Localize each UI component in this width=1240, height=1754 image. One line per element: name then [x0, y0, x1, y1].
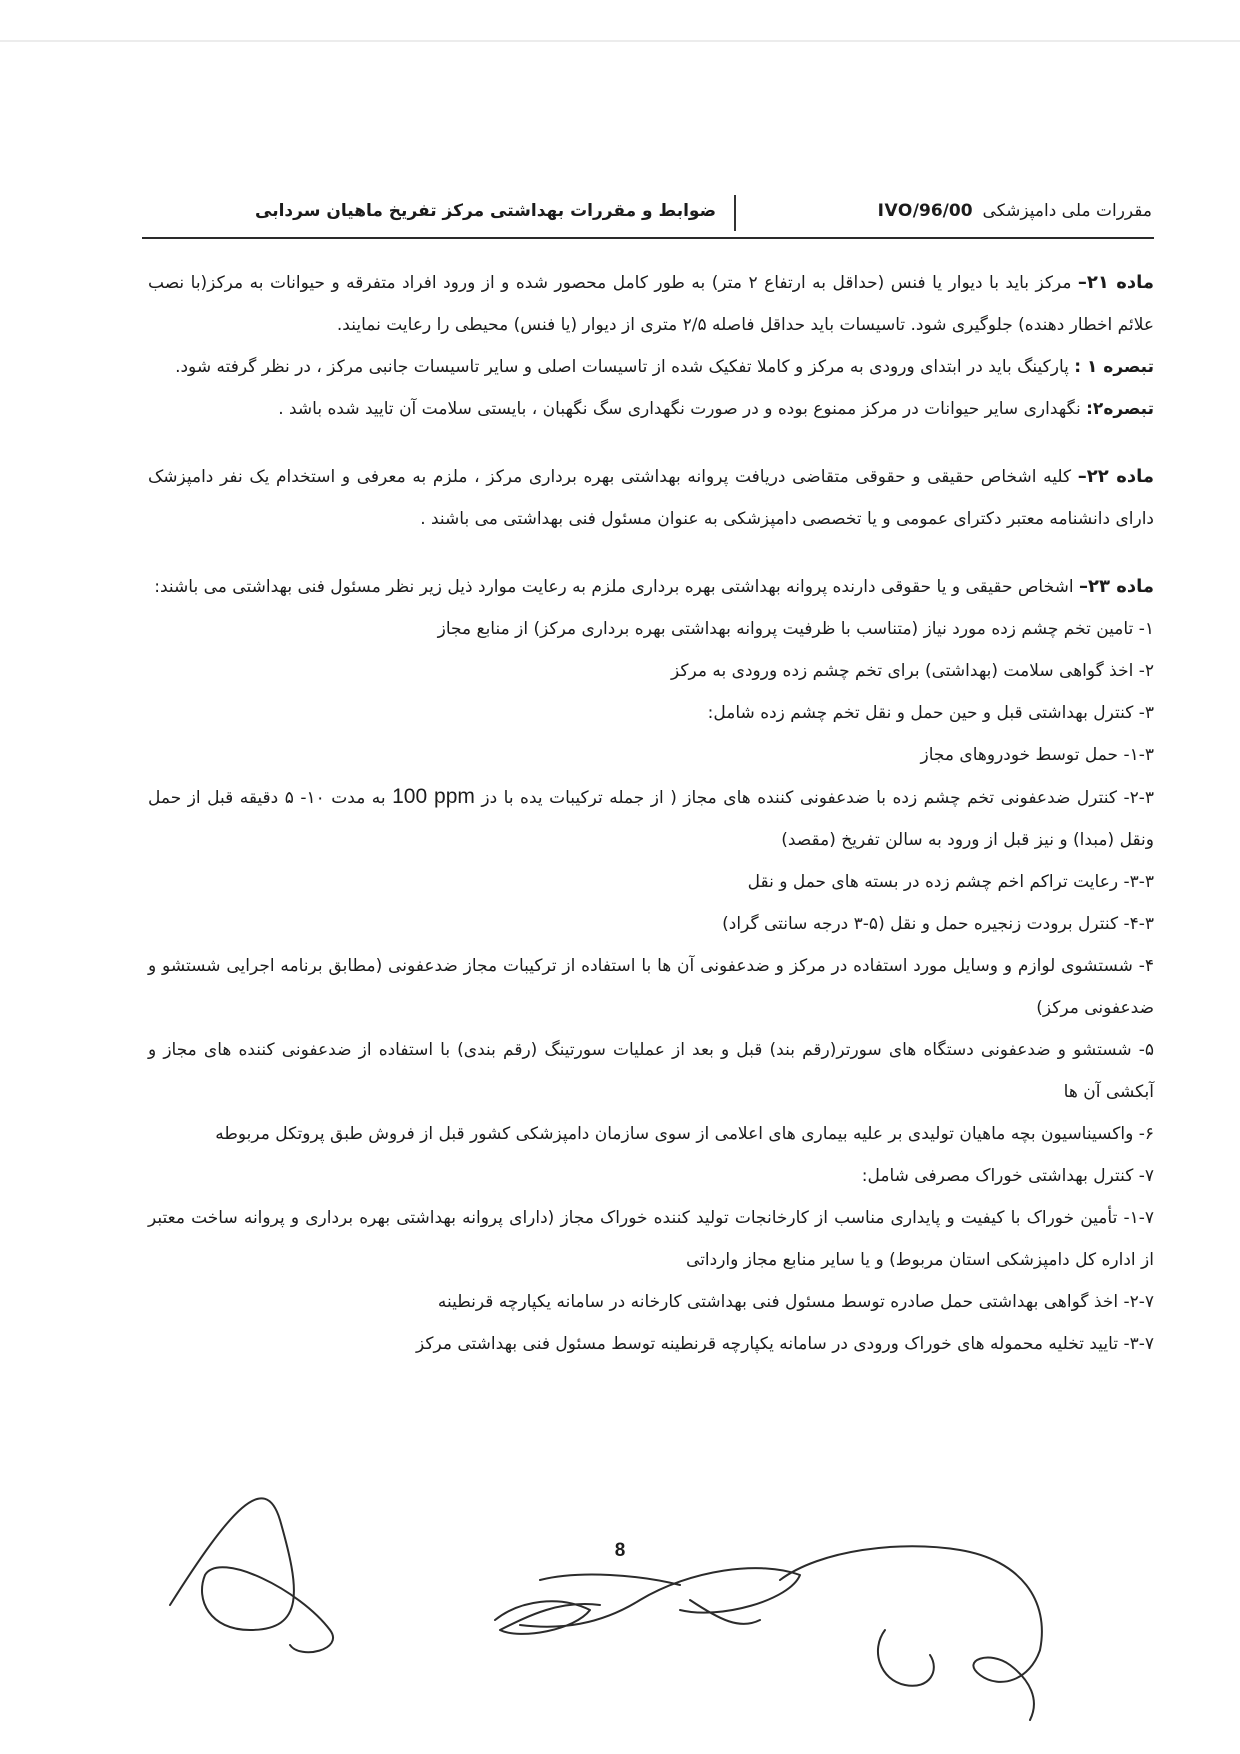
list-item: ۳-۳- رعایت تراکم اخم چشم زده در بسته های حمل و نقل	[747, 872, 1154, 892]
signature-3	[540, 1575, 760, 1624]
scan-edge	[0, 40, 1240, 42]
signature-5	[878, 1630, 934, 1686]
header-divider	[734, 195, 736, 231]
article-23	[148, 566, 1154, 608]
note-2-label: تبصره۲:	[1086, 399, 1154, 419]
article-22-label: ماده ۲۲–	[1077, 466, 1154, 487]
list-item: ۱-۳- حمل توسط خودروهای مجاز	[920, 745, 1154, 765]
header-title-left: ضوابط و مقررات بهداشتی مرکز تفریخ ماهیان سردابی	[255, 201, 716, 221]
document-body	[148, 262, 1154, 1365]
note-1	[148, 346, 1154, 388]
note-1-label: تبصره ۱ :	[1074, 357, 1154, 377]
article-23-label: ماده ۲۳–	[1078, 576, 1154, 597]
dose-value: 100 ppm	[392, 785, 475, 808]
article-23-text: اشخاص حقیقی و یا حقوقی دارنده پروانه بهداشتی بهره برداری ملزم به رعایت موارد ذیل زیر نظر مسئول فنی بهداشتی می باشند:	[154, 577, 1074, 597]
spacer	[148, 430, 1154, 456]
signature-1	[170, 1498, 333, 1652]
note-2	[148, 388, 1154, 430]
page-header	[142, 195, 1152, 237]
header-regulation-title	[878, 201, 1152, 221]
article-21-text: مرکز باید با دیوار یا فنس (حداقل به ارتفاع ۲ متر) به طور کامل محصور شده و از ورود افراد متفرقه و حیوانات به مرکز(با نصب علائم اخطار دهنده) جلوگیری شود. تاسیسات باید حداقل فاصله ۲/۵ متری از دیوار (یا فنس) محیطی را رعایت نمایند.	[148, 273, 1154, 335]
page-number: 8	[614, 1540, 626, 1561]
article-22	[148, 456, 1154, 540]
list-item-text: ۲-۳- کنترل ضدعفونی تخم چشم زده با ضدعفونی کننده های مجاز ( از جمله ترکیبات یده با دز	[481, 788, 1155, 808]
header-rule	[142, 237, 1154, 239]
list-item: ۵- شستشو و ضدعفونی دستگاه های سورتر(رقم بند) قبل و بعد از عملیات سورتینگ (رقم بندی) با استفاده از ضدعفونی کننده های مجاز و آبکشی آن ها	[148, 1040, 1154, 1102]
article-22-text: کلیه اشخاص حقیقی و حقوقی متقاضی دریافت پروانه بهداشتی بهره برداری مرکز ، ملزم به معرفی و استخدام یک نفر دامپزشک دارای دانشنامه معتبر دکترای عمومی و یا تخصصی دامپزشکی به عنوان مسئول فنی بهداشتی می باشند .	[148, 467, 1154, 529]
article-21	[148, 262, 1154, 346]
list-item: ۳- کنترل بهداشتی قبل و حین حمل و نقل تخم چشم زده شامل:	[707, 703, 1154, 723]
list-item: ۲-۷- اخذ گواهی بهداشتی حمل صادره توسط مسئول فنی بهداشتی کارخانه در سامانه یکپارچه قرنطینه	[437, 1292, 1154, 1312]
list-item: ۱-۷- تأمین خوراک با کیفیت و پایداری مناسب از کارخانجات تولید کننده خوراک مجاز (دارای پروانه بهداشتی بهره برداری و پروانه ساخت معتبر از اداره کل دامپزشکی استان مربوط) و یا سایر منابع مجاز وارداتی	[148, 1208, 1154, 1270]
signature-4	[780, 1546, 1042, 1720]
list-item: ۴- شستشوی لوازم و وسایل مورد استفاده در مرکز و ضدعفونی آن ها با استفاده از ترکیبات مجاز ضدعفونی (مطابق برنامه اجرایی شستشو و ضدعفونی مرکز)	[148, 956, 1154, 1018]
spacer	[148, 540, 1154, 566]
list-item: ۴-۳- کنترل برودت زنجیره حمل و نقل (۵-۳ درجه سانتی گراد)	[722, 914, 1154, 934]
list-item: ۷- کنترل بهداشتی خوراک مصرفی شامل:	[861, 1166, 1154, 1186]
header-title-right: مقررات ملی دامپزشکی	[982, 201, 1152, 221]
list-item: ۲- اخذ گواهی سلامت (بهداشتی) برای تخم چشم زده ورودی به مرکز	[671, 661, 1154, 681]
header-code: 96/00/IVO	[877, 201, 973, 221]
article-21-label: ماده ۲۱–	[1077, 272, 1154, 293]
list-item-text: به مدت ۱۰- ۵ دقیقه قبل از حمل ونقل (مبدا) و نیز قبل از ورود به سالن تفریخ (مقصد)	[148, 788, 1154, 850]
list-item	[148, 776, 1154, 861]
list-item: ۶- واکسیناسیون بچه ماهیان تولیدی بر علیه بیماری های اعلامی از سوی سازمان دامپزشکی کشور قبل از فروش طبق پروتکل مربوطه	[215, 1124, 1154, 1144]
list-item: ۳-۷- تایید تخلیه محموله های خوراک ورودی در سامانه یکپارچه قرنطینه توسط مسئول فنی بهداشتی مرکز	[416, 1334, 1154, 1354]
note-1-text: پارکینگ باید در ابتدای ورودی به مرکز و کاملا تفکیک شده از تاسیسات اصلی و سایر تاسیسات جانبی مرکز ، در نظر گرفته شود.	[175, 357, 1069, 377]
note-2-text: نگهداری سایر حیوانات در مرکز ممنوع بوده و در صورت نگهداری سگ نگهبان ، بایستی سلامت آن تایید شده باشد .	[278, 399, 1081, 419]
signatures	[0, 1480, 1240, 1754]
list-item: ۱- تامین تخم چشم زده مورد نیاز (متناسب با ظرفیت پروانه بهداشتی بهره برداری مرکز) از منابع مجاز	[437, 619, 1154, 639]
